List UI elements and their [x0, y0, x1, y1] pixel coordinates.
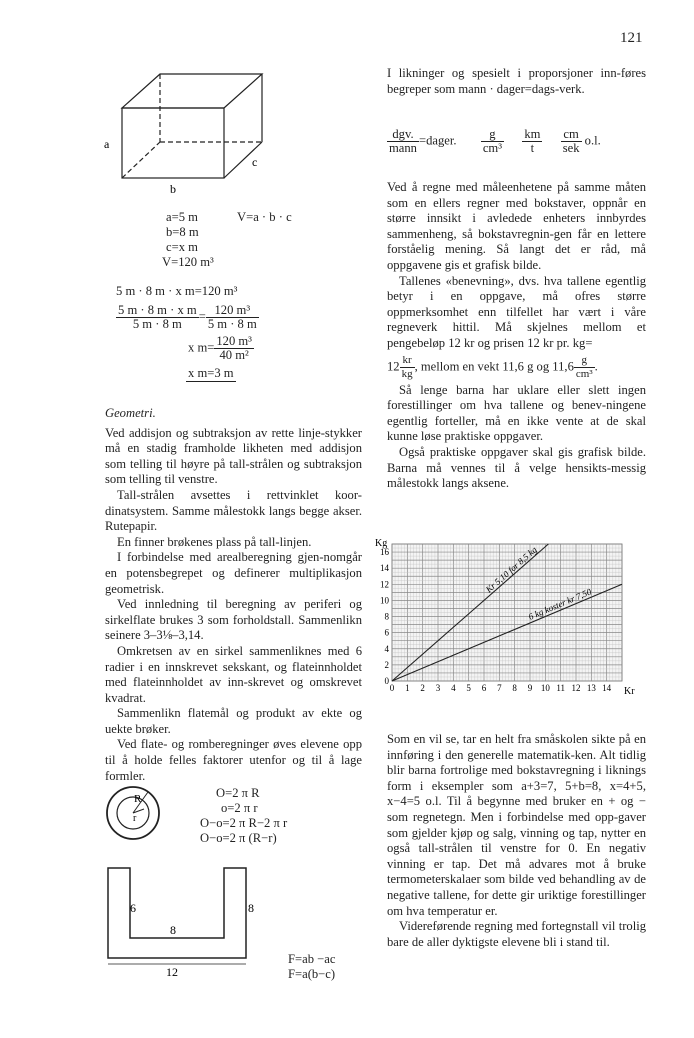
fraction-xm [214, 335, 254, 362]
y-tick-label: 10 [380, 595, 389, 606]
box-figure [100, 72, 280, 197]
circle-formula: o=2 π r [221, 801, 258, 815]
fraction-numerator: 120 m³ [216, 334, 252, 348]
u-formula: F=ab −ac [288, 952, 336, 966]
circle-formula: O−o=2 π R−2 π r [200, 816, 288, 830]
price-weight-chart [372, 532, 652, 702]
price-line: 12 $\frac{kr}{kg}$ , mellom en vekt 11,6 g og 11,6 $\frac{g}{\text{cm³}}$ . [387, 353, 598, 380]
eq-b: b=8 m [166, 225, 199, 239]
right-paragraph: Videreførende regning med fortegnstall vil trolig bare de aller dyktigste elevene bli i stand til. [387, 919, 646, 949]
x-tick-label: 4 [451, 683, 456, 693]
right-paragraph: Så lenge barna har uklare eller slett ingen forestillinger om hva tallene og benev-ningene egentlig forteller, må en ikke vente at de skal kunne løse praktiske oppgaver. [387, 382, 646, 444]
dager-text: =dager. [418, 133, 457, 148]
box-label-c: c [252, 155, 258, 169]
equals-sign: = [198, 309, 206, 324]
eq-fraction-row [116, 304, 259, 331]
left-paragraph: Ved innledning til beregning av periferi og sirkelflate brukes 3 som forholdstall. Sammenlikn seinere 3–3⅛–3,14. [105, 597, 362, 643]
eq-result: x m=3 m [188, 366, 234, 380]
y-tick-label: 12 [380, 579, 389, 590]
u-label-8-side: 8 [248, 901, 254, 915]
fraction-left [116, 304, 199, 331]
circle-figure [104, 784, 164, 844]
chart-y-ticks [380, 547, 390, 686]
u-label-8-inner: 8 [170, 923, 176, 937]
left-paragraph: Ved flate- og romberegninger øves elevene opp til å holde felles faktorer utenfor og til å lage formler. [105, 737, 362, 783]
x-tick-label: 13 [586, 683, 596, 693]
box-label-a: a [104, 137, 110, 151]
fraction-denominator: 5 m · 8 m [132, 317, 182, 331]
right-text-block-1 [387, 180, 646, 492]
series-label: Kr 5,10 for 8,5 kg [483, 544, 539, 595]
left-paragraph: Tall-strålen avsettes i rettvinklet koor-dinatsystem. Samme målestokk langs begge akser. Rutepapir. [105, 487, 362, 534]
ol-text: o.l. [584, 133, 601, 148]
x-tick-label: 7 [497, 683, 502, 693]
x-tick-label: 6 [481, 683, 487, 693]
circle-formula: O=2 π R [216, 786, 260, 800]
circle-label-r: r [133, 813, 137, 824]
xm-label: x m= [188, 340, 215, 355]
series-label: 6 kg koster kr 7,50 [526, 586, 593, 622]
u-shape-figure [104, 866, 254, 978]
right-paragraph: Også praktiske oppgaver skal gis grafisk bilde. Barna må vennes til å velge hensikts-messig målestokk langs aksene. [387, 444, 646, 491]
left-column [105, 406, 362, 784]
x-tick-label: 3 [435, 683, 441, 693]
geometry-heading: Geometri. [105, 406, 156, 420]
fraction-denominator: 5 m · 8 m [207, 317, 257, 331]
chart-x-label: Kr [624, 686, 635, 697]
u-formula: F=a(b−c) [288, 967, 336, 981]
chart-x-ticks [390, 683, 612, 693]
fraction-numerator: 120 m³ [206, 304, 259, 318]
x-tick-label: 11 [556, 683, 566, 693]
y-tick-label: 0 [384, 676, 389, 686]
eq-volume-formula: V=a · b · c [237, 210, 292, 224]
page-number: 121 [620, 30, 643, 46]
u-label-12: 12 [166, 965, 178, 978]
chart-y-label: Kg [375, 538, 388, 549]
eq-xm-row [188, 335, 254, 362]
y-tick-label: 4 [384, 643, 389, 654]
left-paragraph: Ved addisjon og subtraksjon av rette linje-stykker må en stadig framholde likheten med addisjon som telling til høyre på tall-strålen og subtraksjon som telling til venstre. [105, 425, 362, 487]
right-paragraph: Som en vil se, tar en helt fra småskolen sikte på en innføring i den generelle matematik-ken. Alt tidlig blir barna fortrolige med bokstavregning i liknings form i eksempler som a+3=7, 5+b=8, x=4+5, x−4=5 o.l. Til å begynne med bruker en + og − som regnetegn. Men i forbindelse med opp-gaver som gjelder kjøp og salg, vinning og tap, nytter en også tall-strålen til venstre for 0. En negativ vinning er tap. Det må advares mot å bruke termometerskalaer som bilde ved behandling av de negative tallene, for dette gir uriktige forestillinger om hva temperatur er. [387, 732, 646, 918]
right-paragraph: Tallenes «benevning», dvs. hva tallene egentlig betyr i en oppgave, må ofres større oppmerksomhet enn tilfellet har vært i våre regneverk hittil. Må skjelnes mellom et pengebeløp 12 kr og prisen 12 kr pr. kg= [387, 273, 646, 350]
y-tick-label: 14 [380, 563, 389, 574]
left-paragraph: En finner brøkenes plass på tall-linjen. [117, 534, 312, 549]
circle-formula: O−o=2 π (R−r) [200, 831, 277, 845]
right-text-block-2 [387, 732, 646, 950]
x-tick-label: 12 [571, 683, 581, 693]
fraction-denominator: 40 m² [219, 348, 249, 362]
left-paragraph: I forbindelse med arealberegning gjen-nomgår en potensbegrepet og definerer multiplikasjon geometrisk. [105, 550, 362, 596]
fraction-cm-sek: $\frac{cm}{\text{sek}}$ [562, 127, 580, 155]
eq-a: a=5 m [166, 210, 198, 224]
x-tick-label: 9 [527, 683, 533, 693]
x-tick-label: 10 [540, 683, 550, 693]
y-tick-label: 8 [384, 611, 389, 622]
fraction-g-cm3: $\frac{g}{\text{cm³}}$ [482, 127, 502, 155]
x-tick-label: 5 [466, 683, 471, 693]
eq-v: V=120 m³ [162, 255, 214, 269]
fraction-g-cm3-price: $\frac{g}{\text{cm³}}$ [575, 353, 593, 380]
right-intro: I likninger og spesielt i proporsjoner inn-føres begreper som mann · dager=dags-verk. [387, 66, 646, 96]
fraction-dgv: $\frac{\text{dgv.}}{\text{mann}}$ [389, 127, 417, 155]
right-paragraph: Ved å regne med måleenhetene på samme måten som en ellers regner med bokstaver, oppnår en større innsikt i avledede enheters innbyrdes sammenheng, så bokstavregnin-gen får en lettere forståelig mening. Så langt det er råd, må oppgavene gis et grafisk bilde. [387, 180, 646, 272]
eq-c: c=x m [166, 240, 198, 254]
chart-grid [392, 544, 622, 681]
x-tick-label: 2 [420, 683, 425, 693]
fraction-km-t: $\frac{km}{t}$ [524, 127, 541, 155]
left-paragraph: Omkretsen av en sirkel sammenliknes med 6 radier i en innskrevet sekskant, og flateinnholdet med flateinnholdet av inn-skrevet og omskrevet kvadrat. [105, 643, 362, 705]
x-tick-label: 14 [602, 683, 612, 693]
unit-fractions [387, 128, 601, 155]
eq-line1: 5 m · 8 m · x m=120 m³ [116, 284, 238, 298]
y-tick-label: 6 [384, 627, 389, 638]
x-tick-label: 0 [389, 683, 395, 693]
x-tick-label: 1 [405, 683, 410, 693]
x-tick-label: 8 [512, 683, 517, 693]
fraction-right [206, 304, 259, 331]
fraction-numerator: 5 m · 8 m · x m [118, 303, 197, 317]
y-tick-label: 2 [384, 659, 389, 670]
y-tick-label: 16 [380, 547, 389, 558]
u-label-6: 6 [130, 901, 136, 915]
box-label-b: b [170, 182, 176, 196]
circle-label-R: R [134, 793, 142, 805]
left-paragraph: Sammenlikn flatemål og produkt av ekte og uekte brøker. [105, 706, 362, 736]
fraction-kr-kg: $\frac{kr}{kg}$ [401, 353, 413, 380]
